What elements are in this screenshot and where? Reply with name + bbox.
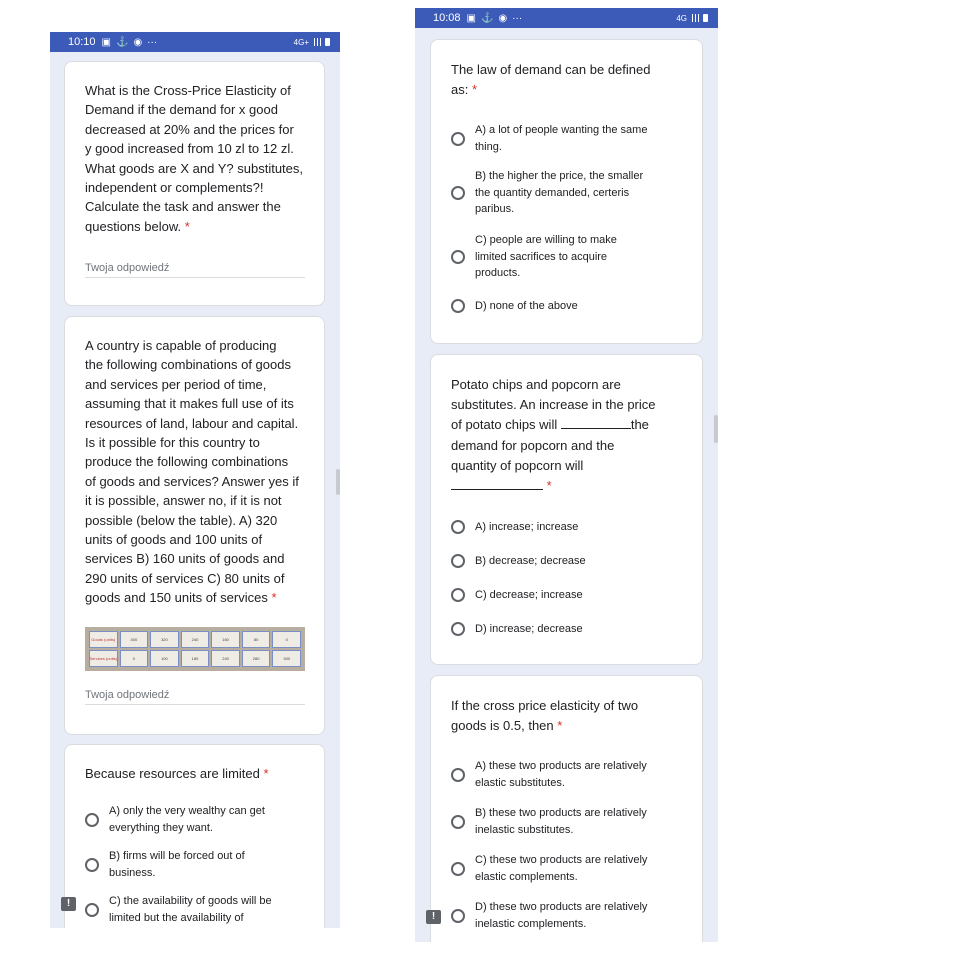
blank-line [451,477,543,490]
blank-line [561,416,631,429]
option-d[interactable]: D) these two products are relatively inelastic complements. [451,899,647,932]
more-icon: ··· [147,36,158,48]
status-bar [415,8,718,28]
radio-button[interactable] [85,858,99,872]
question-card-cross-elasticity [430,675,703,942]
usb-icon: ⚓ [480,12,494,24]
option-b[interactable]: B) these two products are relatively inelastic substitutes. [451,805,647,838]
required-marker: * [557,718,563,734]
radio-button[interactable] [85,903,99,917]
radio-button[interactable] [451,186,465,200]
question-card-resources [64,744,325,928]
radio-button[interactable] [451,520,465,534]
more-icon: ··· [512,12,523,24]
radio-button[interactable] [451,768,465,782]
option-a[interactable]: A) increase; increase [451,519,578,536]
status-time: 10:08 [433,12,461,24]
status-time: 10:10 [68,36,96,48]
radio-button[interactable] [451,250,465,264]
radio-button[interactable] [451,554,465,568]
required-marker: * [546,478,552,494]
gallery-icon: ▣ [466,12,476,24]
option-c[interactable]: C) decrease; increase [451,587,583,604]
status-bar [50,32,340,52]
option-c[interactable]: C) the availability of goods will be limited but the availability of [85,893,272,926]
left-phone-screen [50,32,340,928]
question-text: The law of demand can be defined as: * [451,62,651,97]
question-card-law-of-demand [430,39,703,344]
option-d[interactable]: D) none of the above [451,298,578,315]
option-b[interactable]: B) firms will be forced out of business. [85,848,245,881]
shield-icon: ◉ [133,36,143,48]
question-card-substitutes [430,354,703,665]
option-b[interactable]: B) decrease; decrease [451,553,586,570]
required-marker: * [263,766,269,781]
right-phone-screen [415,8,718,942]
radio-button[interactable] [85,813,99,827]
battery-icon [325,38,330,46]
shield-icon: ◉ [498,12,508,24]
question-card-production [64,316,325,735]
scrollbar-thumb[interactable] [714,415,718,443]
radio-button[interactable] [451,862,465,876]
option-a[interactable]: A) only the very wealthy can get everything they want. [85,803,265,836]
signal-icon [312,38,322,46]
usb-icon: ⚓ [115,36,129,48]
question-text: Potato chips and popcorn are substitutes. An increase in the price of potato chips will the demand for popcorn and the quantity of popcorn will * [451,377,656,494]
battery-icon [703,14,708,22]
question-text: A country is capable of producing the following combinations of goods and services per period of time, assuming that it makes full use of its resources of land, labour and capital. Is it possible for this country to produce the following combinations of goods and services? Answer yes if it is possible, answer no, if it is not possible (below the table). A) 320 units of goods and 100 units of services B) 160 units of goods and 290 units of services C) 80 units of goods and 150 units of services * [85,338,299,606]
radio-button[interactable] [451,588,465,602]
radio-button[interactable] [451,622,465,636]
radio-button[interactable] [451,909,465,923]
option-c[interactable]: C) people are willing to make limited sacrifices to acquire products. [451,232,617,282]
question-text: What is the Cross-Price Elasticity of Demand if the demand for x good decreased at 20% and the prices for y good increased from 10 zl to 12 zl. What goods are X and Y? substitutes, independent or complements?! Calculate the task and answer the questions below. * [85,83,304,234]
radio-button[interactable] [451,815,465,829]
network-label: 4G [676,13,687,23]
required-marker: * [184,218,190,234]
question-text: If the cross price elasticity of two goods is 0.5, then * [451,698,639,734]
scrollbar-thumb[interactable] [336,469,340,495]
question-card-cross-price [64,61,325,306]
gallery-icon: ▣ [101,36,111,48]
option-c[interactable]: C) these two products are relatively elastic complements. [451,852,647,885]
feedback-icon[interactable]: ! [61,897,76,911]
option-a[interactable]: A) a lot of people wanting the same thing. [451,122,647,155]
production-table-image: Goods (units) 400 320 240 160 80 0 Services (units) 0 100 180 240 280 300 [85,627,305,671]
option-a[interactable]: A) these two products are relatively elastic substitutes. [451,758,647,791]
required-marker: * [471,82,478,97]
question-text: Because resources are limited * [85,766,269,781]
option-b[interactable]: B) the higher the price, the smaller the quantity demanded, certeris paribus. [451,168,643,218]
feedback-icon[interactable]: ! [426,910,441,924]
answer-input[interactable]: Twoja odpowiedź [85,689,305,705]
option-d[interactable]: D) increase; decrease [451,621,583,638]
radio-button[interactable] [451,132,465,146]
answer-input[interactable]: Twoja odpowiedź [85,262,305,278]
signal-icon [690,14,700,22]
network-label: 4G+ [293,37,309,47]
required-marker: * [271,590,277,606]
radio-button[interactable] [451,299,465,313]
